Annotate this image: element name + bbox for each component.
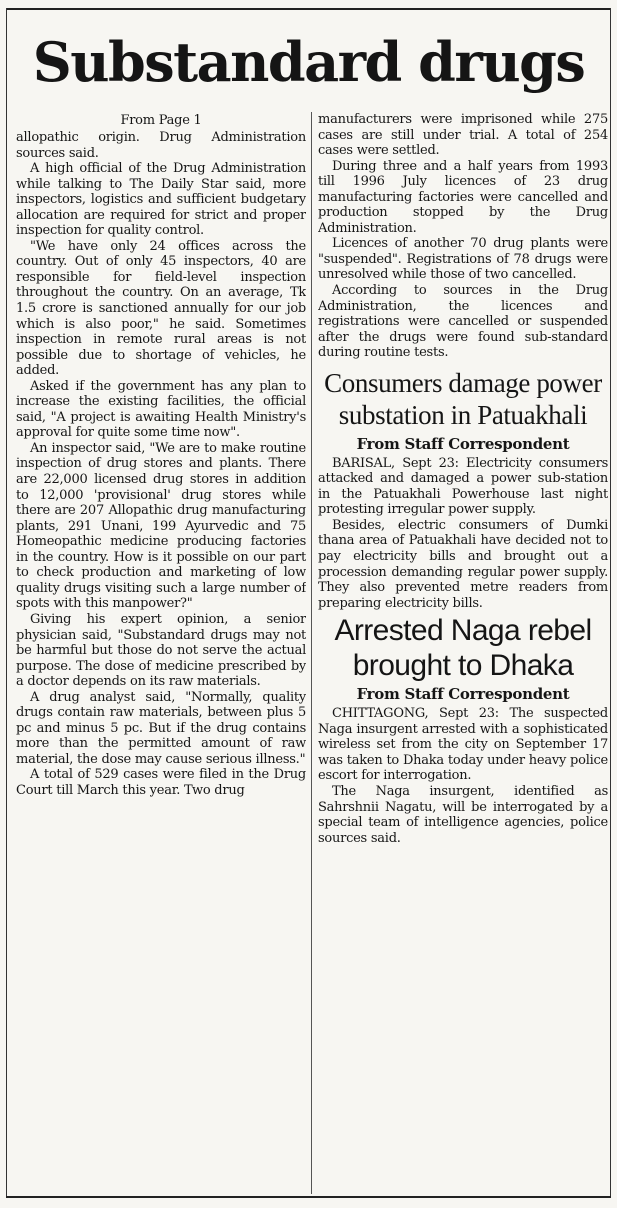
article-paragraph: During three and a half years from 1993 till 1996 July licences of 23 drug manufacturing factories were cancelled and production stopped by the Drug Administration. bbox=[318, 158, 608, 236]
story-two-headline: Consumers damage power substation in Patuakhali bbox=[324, 367, 602, 430]
article-paragraph: Besides, electric consumers of Dumki thana area of Patuakhali have decided not to pay electricity bills and brought out a procession demanding regular power supply. They also prevented metre readers from preparing electricity bills. bbox=[318, 517, 608, 611]
column-divider bbox=[311, 112, 312, 1194]
right-column bbox=[318, 112, 608, 1192]
article-paragraph: manufacturers were imprisoned while 275 cases are still under trial. A total of 254 cases were settled. bbox=[318, 112, 608, 159]
article-paragraph: An inspector said, "We are to make routine inspection of drug stores and plants. There are 22,000 licensed drug stores in addition to 12,000 'provisional' drug stores while there are 207 Allopathic drug manufacturing plants, 291 Unani, 199 Ayurvedic and 75 Homeopathic medicine producing factories in the country. How is it possible on our part to check production and marketing of low quality drugs visiting such a large number of spots with this manpower?" bbox=[16, 440, 306, 612]
article-paragraph: allopathic origin. Drug Administration sources said. bbox=[16, 130, 306, 161]
article-paragraph: Licences of another 70 drug plants were "suspended". Registrations of 78 drugs were unresolved while those of two cancelled. bbox=[318, 236, 608, 283]
bottom-rule bbox=[6, 1196, 611, 1198]
article-paragraph: According to sources in the Drug Administration, the licences and registrations were cancelled or suspended after the drugs were found sub-standard during routine tests. bbox=[318, 283, 608, 361]
article-paragraph: Asked if the government has any plan to increase the existing facilities, the official said, "A project is awaiting Health Ministry's approval for quite some time now". bbox=[16, 378, 306, 441]
story-three-headline: Arrested Naga rebel brought to Dhaka bbox=[334, 614, 592, 683]
article-paragraph: A high official of the Drug Administration while talking to The Daily Star said, more inspectors, logistics and sufficient budgetary allocation are required for strict and proper inspection for quality control. bbox=[16, 161, 306, 239]
left-border bbox=[6, 8, 7, 1198]
article-paragraph: "We have only 24 offices across the country. Out of only 45 inspectors, 40 are responsible for field-level inspection throughout the country. On an average, Tk 1.5 crore is sanctioned annually for our job which is also poor," he said. Sometimes inspection in remote rural areas is not possible due to shortage of vehicles, he added. bbox=[16, 238, 306, 379]
continued-from-label: From Page 1 bbox=[120, 113, 202, 128]
story-three-byline: From Staff Correspondent bbox=[356, 685, 570, 704]
story-two-byline: From Staff Correspondent bbox=[356, 434, 570, 453]
article-paragraph: Giving his expert opinion, a senior physician said, "Substandard drugs may not be harmful but those do not serve the actual purpose. The dose of medicine prescribed by a doctor depends on its raw materials. bbox=[16, 611, 306, 690]
article-paragraph: A drug analyst said, "Normally, quality drugs contain raw materials, between plus 5 pc and minus 5 pc. But if the drug contains more than the permitted amount of raw material, the dose may cause serious illness." bbox=[16, 689, 306, 767]
article-paragraph: BARISAL, Sept 23: Electricity consumers attacked and damaged a power sub-station in the Patuakhali Powerhouse last night protesting irregular power supply. bbox=[318, 455, 608, 518]
article-paragraph: The Naga insurgent, identified as Sahrshnii Nagatu, will be interrogated by a special team of intelligence agencies, police sources said. bbox=[318, 783, 608, 846]
article-paragraph: CHITTAGONG, Sept 23: The suspected Naga insurgent arrested with a sophisticated wireless set from the city on September 17 was taken to Dhaka today under heavy police escort for interrogation. bbox=[318, 706, 608, 784]
right-border bbox=[610, 8, 611, 1198]
main-headline: Substandard drugs bbox=[32, 30, 585, 94]
top-rule bbox=[6, 8, 611, 10]
left-column bbox=[16, 112, 306, 1192]
article-paragraph: A total of 529 cases were filed in the Drug Court till March this year. Two drug bbox=[16, 767, 306, 798]
